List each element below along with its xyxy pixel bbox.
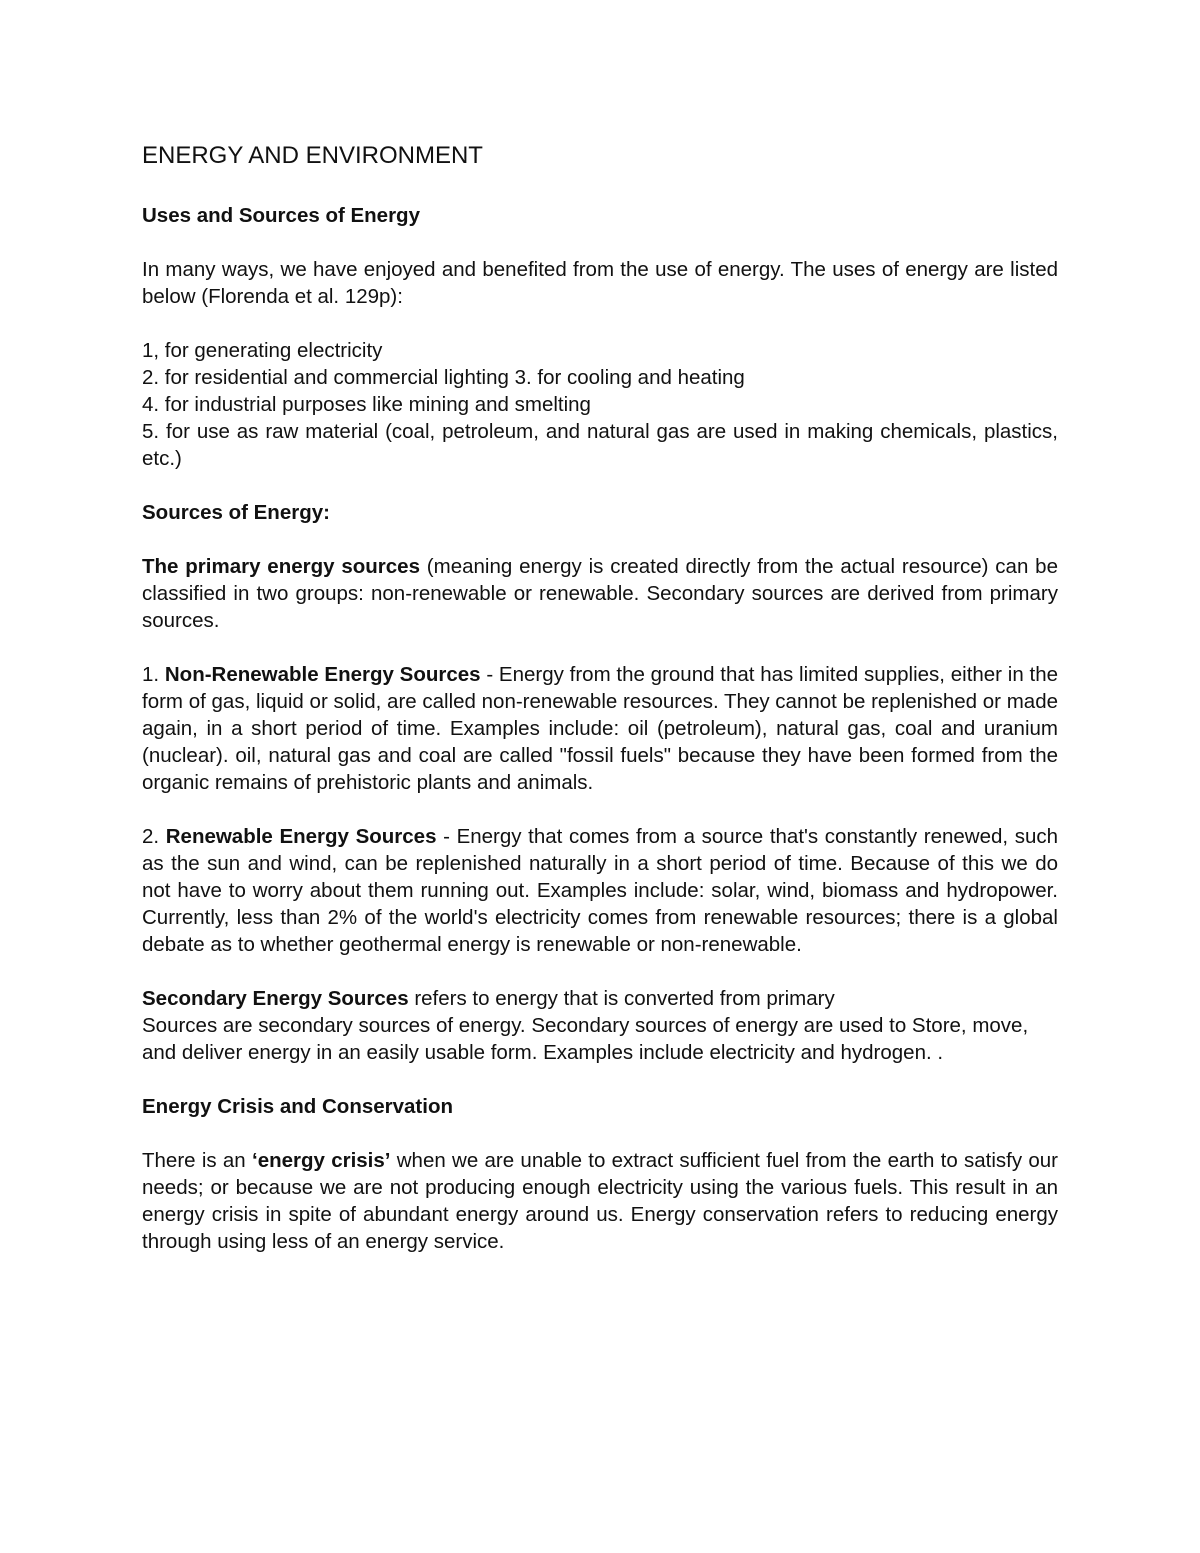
crisis-bold: ‘energy crisis’ (252, 1149, 391, 1172)
secondary-line (142, 985, 1058, 1012)
nonrenewable-bold: Non-Renewable Energy Sources (164, 663, 481, 686)
uses-list (142, 337, 1058, 472)
list-item: 1, for generating electricity (142, 339, 383, 362)
renewable-bold: Renewable Energy Sources (165, 825, 437, 848)
nonrenewable-paragraph (142, 661, 1058, 796)
document-page (142, 140, 1058, 1282)
primary-text: (meaning energy is created directly from the actual resource) can be classified in two groups: non-renewable or renewable. Secondary sources are derived from primary sources. (142, 555, 1058, 632)
primary-paragraph (142, 553, 1058, 634)
crisis-paragraph (142, 1147, 1058, 1255)
secondary-paragraph: Sources are secondary sources of energy. Secondary sources of energy are used to Store, move, and deliver energy in an easily usable form. Examples include electricity and hydrogen. . (142, 1014, 1029, 1064)
list-item: 2. for residential and commercial lighting 3. for cooling and heating (142, 366, 745, 389)
secondary-line1: refers to energy that is converted from primary (408, 987, 835, 1010)
crisis-text: when we are unable to extract sufficient fuel from the earth to satisfy our needs; or because we are not producing enough electricity using the various fuels. This result in an energy crisis in spite of abundant energy around us. Energy conservation refers to reducing energy through using less of an energy service. (142, 1149, 1058, 1253)
uses-heading: Uses and Sources of Energy (142, 204, 420, 227)
secondary-bold: Secondary Energy Sources (142, 987, 409, 1010)
renewable-number: 2. (142, 825, 166, 848)
renewable-paragraph (142, 823, 1058, 958)
uses-intro: In many ways, we have enjoyed and benefited from the use of energy. The uses of energy are listed below (Florenda et al. 129p): (142, 258, 1058, 308)
primary-bold: The primary energy sources (142, 555, 420, 578)
crisis-heading: Energy Crisis and Conservation (142, 1095, 454, 1118)
crisis-pre: There is an (142, 1149, 252, 1172)
list-item: 5. for use as raw material (coal, petroleum, and natural gas are used in making chemicals, plastics, etc.) (142, 420, 1058, 470)
nonrenewable-number: 1. (142, 663, 165, 686)
nonrenewable-text: - Energy from the ground that has limited supplies, either in the form of gas, liquid or solid, are called non-renewable resources. They cannot be replenished or made again, in a short period of time. Examples include: oil (petroleum), natural gas, coal and uranium (nuclear). oil, natural gas and coal are called "fossil fuels" because they have been formed from the organic remains of prehistoric plants and animals. (142, 663, 1058, 794)
sources-heading: Sources of Energy: (142, 501, 330, 524)
document-title: ENERGY AND ENVIRONMENT (142, 142, 483, 169)
renewable-text: - Energy that comes from a source that's constantly renewed, such as the sun and wind, can be replenished naturally in a short period of time. Because of this we do not have to worry about them running out. Examples include: solar, wind, biomass and hydropower. Currently, less than 2% of the world's electricity comes from renewable resources; there is a global debate as to whether geothermal energy is renewable or non-renewable. (142, 825, 1059, 956)
list-item: 4. for industrial purposes like mining and smelting (142, 393, 591, 416)
